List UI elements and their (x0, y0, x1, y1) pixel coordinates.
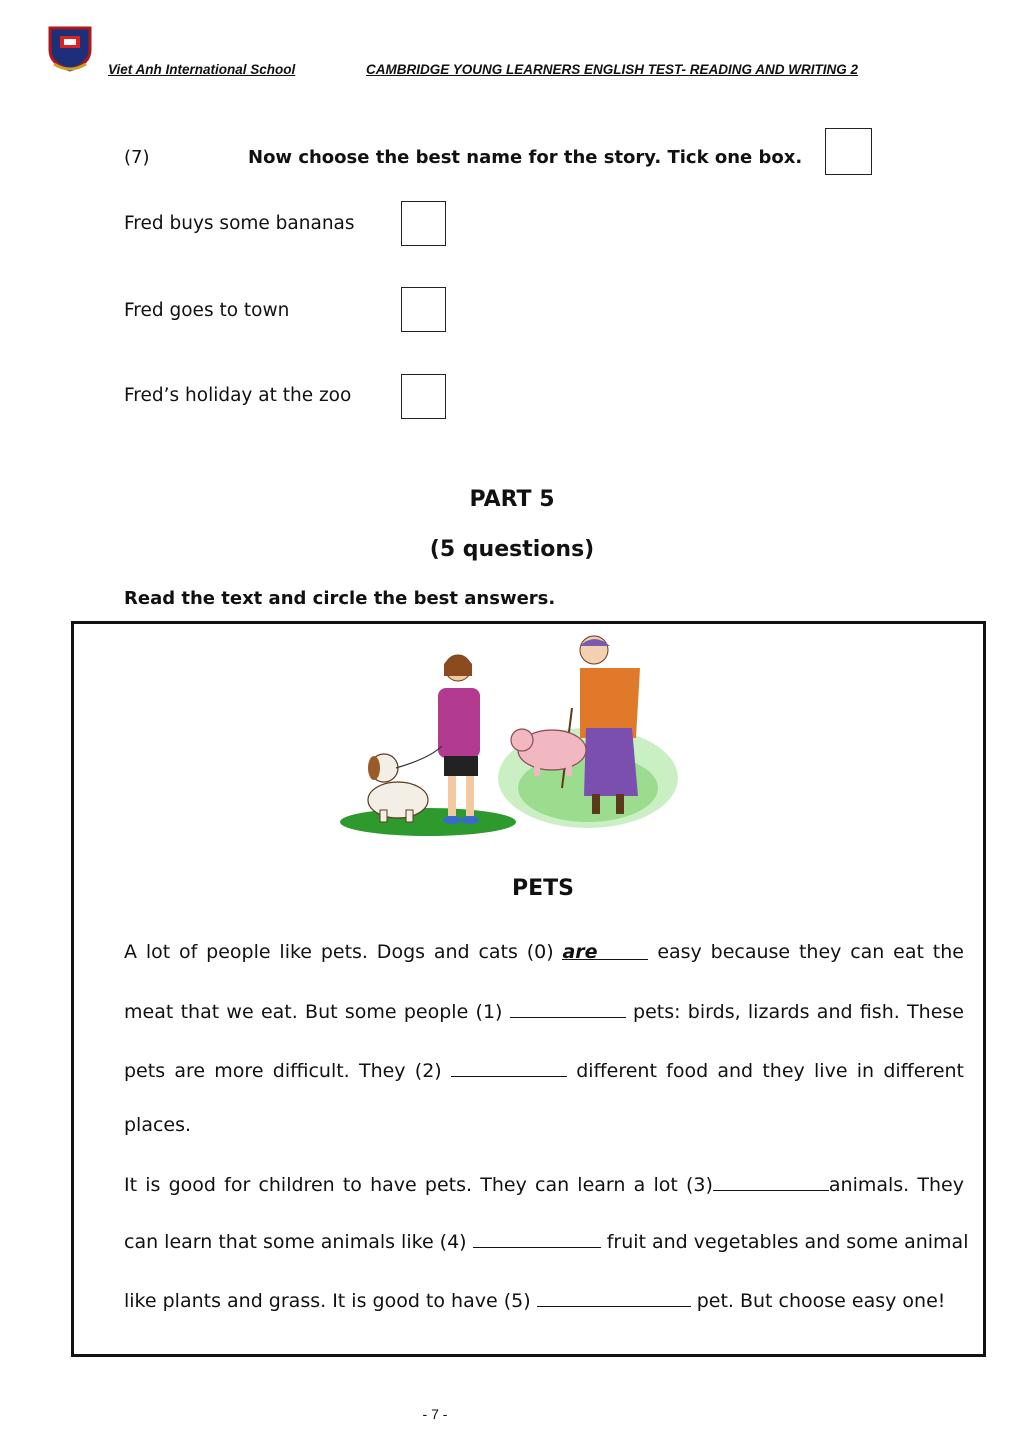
answer-blank-5[interactable] (537, 1288, 691, 1307)
tick-box-instruction[interactable] (825, 128, 872, 175)
story-line-7 (124, 1288, 964, 1312)
page-number: - 7 - (422, 1406, 448, 1422)
story-text: like plants and grass. It is good to have (5) (124, 1290, 531, 1312)
option-label-1: Fred buys some bananas (124, 213, 355, 234)
option-label-3: Fred’s holiday at the zoo (124, 385, 352, 406)
story-line-1 (124, 941, 964, 963)
question-instruction: Now choose the best name for the story. Tick one box. (248, 147, 803, 168)
story-text: pets: birds, lizards and fish. These (633, 1001, 964, 1023)
story-line-2 (124, 999, 964, 1023)
answer-blank-4[interactable] (473, 1229, 601, 1248)
story-text: easy because they can eat the (657, 941, 964, 963)
part-title: PART 5 (469, 487, 555, 512)
girl-figure (438, 655, 480, 824)
answer-blank-0 (562, 941, 648, 963)
story-text: meat that we eat. But some people (1) (124, 1001, 503, 1023)
answer-blank-2[interactable] (451, 1058, 567, 1077)
answer-blank-3[interactable] (713, 1172, 829, 1191)
story-text: It is good for children to have pets. They can learn a lot (3) (124, 1174, 713, 1196)
school-name: Viet Anh International School (108, 62, 296, 77)
story-title: PETS (511, 876, 574, 901)
part-subtitle: (5 questions) (429, 537, 595, 562)
story-text: different food and they live in different (576, 1060, 965, 1082)
story-text: pet. But choose easy one! (696, 1290, 946, 1312)
story-line-6 (124, 1229, 969, 1253)
example-answer: are (562, 941, 598, 963)
story-line-3 (124, 1058, 964, 1082)
question-number: (7) (124, 147, 150, 168)
part-instruction: Read the text and circle the best answers. (124, 588, 556, 609)
tick-box-option-3[interactable] (401, 374, 446, 419)
test-title: CAMBRIDGE YOUNG LEARNERS ENGLISH TEST- READING AND WRITING 2 (366, 62, 859, 77)
story-text: animals. They (828, 1174, 964, 1196)
tick-box-option-1[interactable] (401, 201, 446, 246)
story-line-5 (124, 1172, 964, 1196)
story-text: fruit and vegetables and some animal (606, 1231, 969, 1253)
story-text: A lot of people like pets. Dogs and cats (0) (124, 941, 554, 963)
story-illustration (340, 628, 680, 840)
story-line-4: places. (124, 1114, 192, 1136)
school-crest-icon (46, 24, 94, 74)
story-text: pets are more difficult. They (2) (124, 1060, 442, 1082)
answer-blank-1[interactable] (510, 999, 626, 1018)
story-text: can learn that some animals like (4) (124, 1231, 467, 1253)
option-label-2: Fred goes to town (124, 300, 290, 321)
tick-box-option-2[interactable] (401, 287, 446, 332)
